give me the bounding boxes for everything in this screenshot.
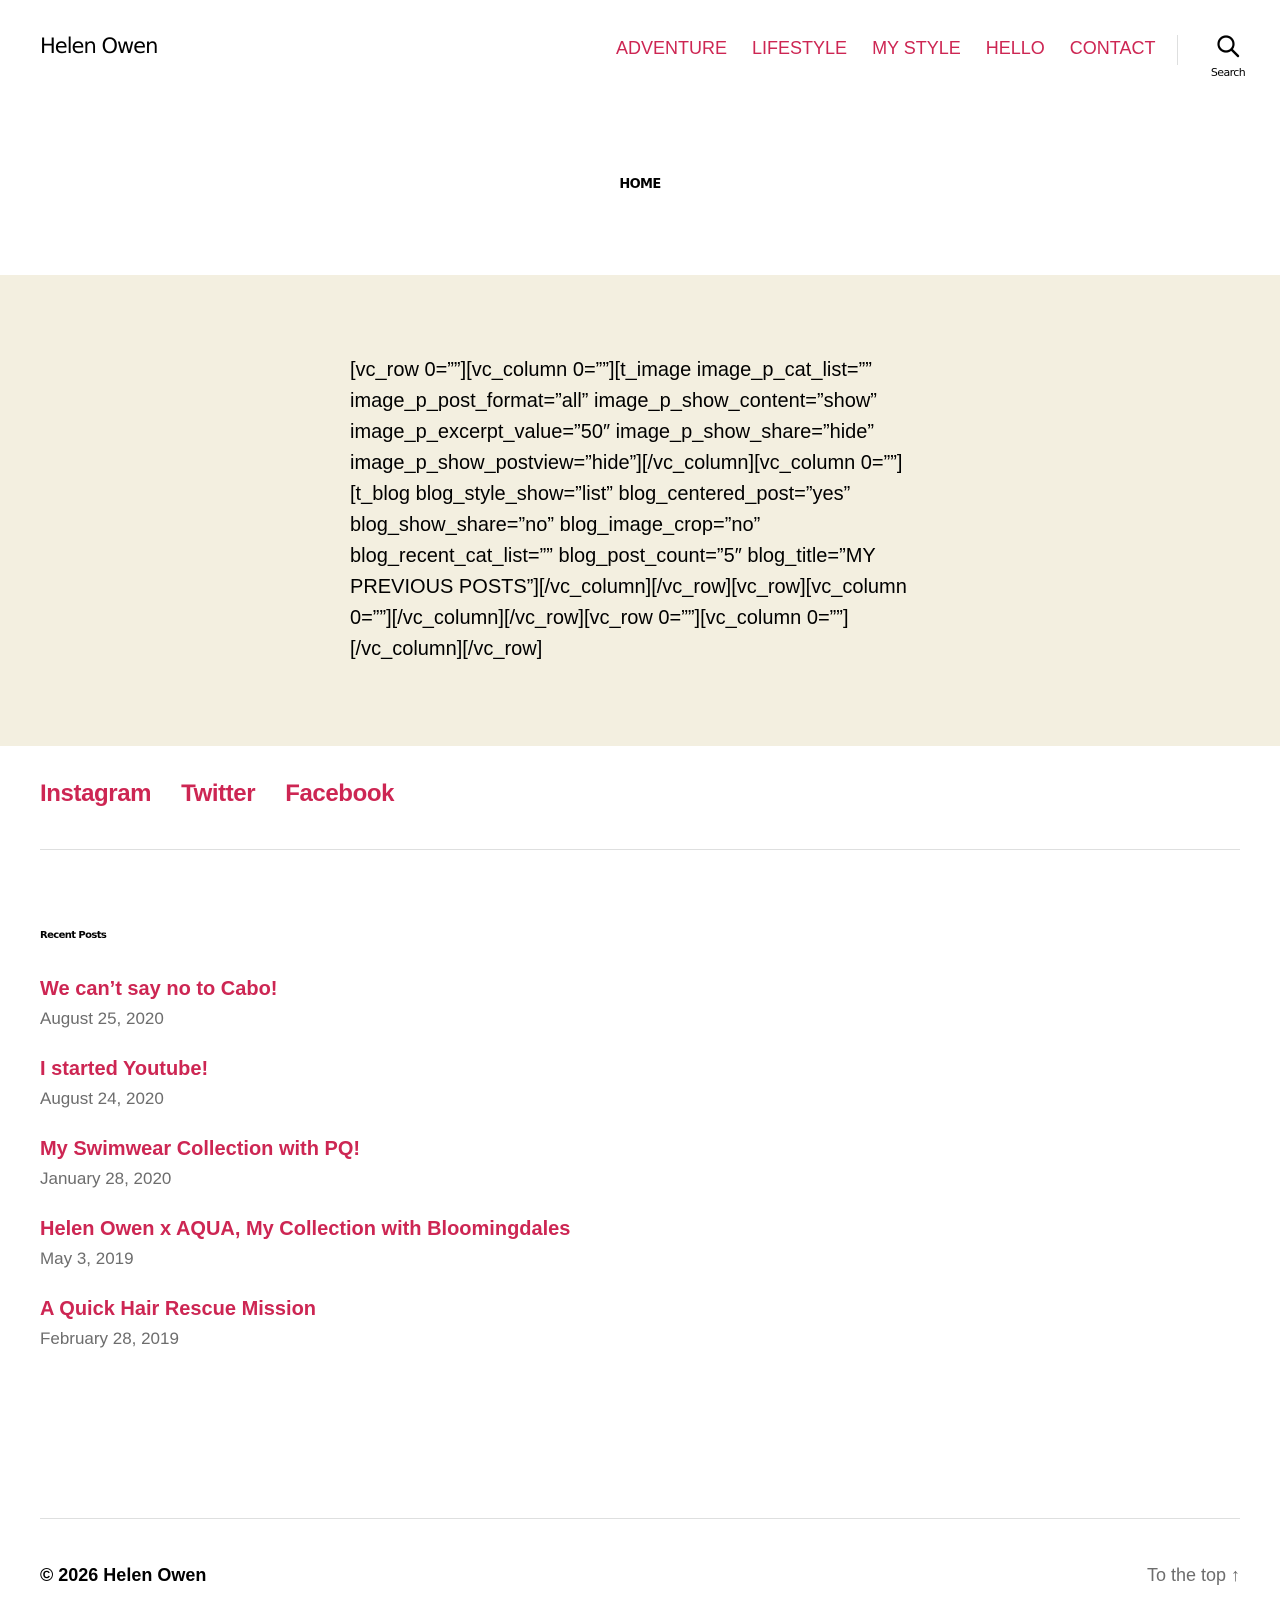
social-link-facebook[interactable]: Facebook xyxy=(285,780,395,807)
list-item xyxy=(40,1055,570,1135)
copyright: © 2026 Helen Owen xyxy=(40,1565,207,1585)
search-icon xyxy=(1216,34,1240,58)
recent-posts-title: Recent Posts xyxy=(40,930,107,941)
entry-content-band xyxy=(0,275,1280,746)
entry-content-text: [vc_row 0=””][vc_column 0=””][t_image image_p_cat_list=”” image_p_post_format=”all” image_p_show_content=”show” image_p_excerpt_value=”50″ image_p_show_share=”hide” image_p_show_postview=”hide”][/vc_column][vc_column 0=””][t_blog blog_style_show=”list” blog_centered_post=”yes” blog_show_share=”no” blog_image_crop=”no” blog_recent_cat_list=”” blog_post_count=”5″ blog_title=”MY PREVIOUS POSTS”][/vc_column][/vc_row][vc_row][vc_column 0=””][/vc_column][/vc_row][vc_row 0=””][vc_column 0=””][/vc_column][/vc_row] xyxy=(350,359,907,660)
recent-post-link[interactable]: My Swimwear Collection with PQ! xyxy=(40,1138,361,1160)
nav-item-contact[interactable]: CONTACT xyxy=(1069,38,1156,58)
page-title: HOME xyxy=(619,177,661,192)
post-date: May 3, 2019 xyxy=(40,1249,134,1268)
search-label: Search xyxy=(1210,66,1246,79)
post-date: August 25, 2020 xyxy=(40,1009,164,1028)
nav-item-my-style[interactable]: MY STYLE xyxy=(872,38,961,58)
nav-item-adventure[interactable]: ADVENTURE xyxy=(616,38,728,58)
social-link-instagram[interactable]: Instagram xyxy=(40,780,152,807)
post-date: January 28, 2020 xyxy=(40,1169,172,1188)
divider xyxy=(40,849,1240,850)
list-item xyxy=(40,1295,570,1375)
search-toggle-button[interactable] xyxy=(1208,34,1248,79)
recent-post-link[interactable]: We can’t say no to Cabo! xyxy=(40,978,278,1000)
site-header xyxy=(0,0,1280,275)
list-item xyxy=(40,1215,570,1295)
post-date: August 24, 2020 xyxy=(40,1089,164,1108)
nav-divider xyxy=(1177,35,1178,65)
social-menu xyxy=(40,780,424,808)
to-the-top-link[interactable]: To the top ↑ xyxy=(1146,1565,1240,1585)
social-link-twitter[interactable]: Twitter xyxy=(181,780,256,807)
recent-posts-list xyxy=(40,975,570,1375)
nav-item-lifestyle[interactable]: LIFESTYLE xyxy=(752,38,848,58)
recent-post-link[interactable]: A Quick Hair Rescue Mission xyxy=(40,1298,317,1320)
list-item xyxy=(40,1135,570,1215)
recent-post-link[interactable]: I started Youtube! xyxy=(40,1058,209,1080)
site-title[interactable]: Helen Owen xyxy=(40,34,158,58)
list-item xyxy=(40,975,570,1055)
nav-item-hello[interactable]: HELLO xyxy=(985,38,1045,58)
primary-nav xyxy=(616,38,1180,59)
recent-post-link[interactable]: Helen Owen x AQUA, My Collection with Bloomingdales xyxy=(40,1218,571,1240)
footer-divider xyxy=(40,1518,1240,1519)
post-date: February 28, 2019 xyxy=(40,1329,179,1348)
